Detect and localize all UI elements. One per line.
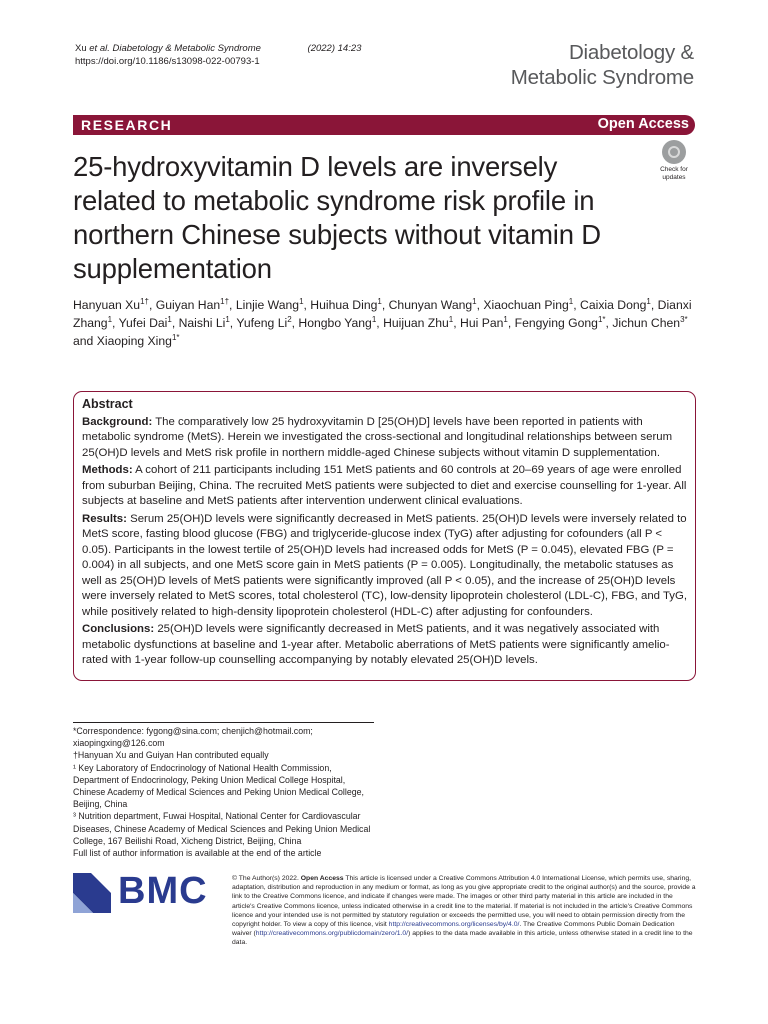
author: Hui Pan$^1$ <box>460 314 508 330</box>
abstract-background <box>82 415 688 462</box>
author: Yufei Dai$^1$ <box>118 314 172 330</box>
doi-link[interactable]: https://doi.org/10.1186/s13098-022-00793-1 <box>75 56 260 67</box>
abstract-heading: Abstract <box>82 397 133 411</box>
journal-name <box>511 40 694 90</box>
license-link-by[interactable]: http://creativecommons.org/licenses/by/4.0/ <box>388 921 520 929</box>
affiliation-note: ³ Nutrition department, Fuwai Hospital, National Center for Cardiovascular Diseases, Chinese Academy of Medical Sciences and Peking Union Medical College, 167 Beilishi Road, Xicheng District, Beijing, China <box>73 811 371 846</box>
author-list: Hanyuan $Xu^{1\dagger}$, Guiyan Han$^{1\dagger}$, Linjie Wang$^1$, Huihua Ding$^1$, Chunyan Wang$^1$, Xiaochuan Ping$^1$, Caixia Dong$^1$, Dianxi Zhang$^1$, Yufei Dai$^1$, Naishi Li$^1$, Yufeng Li$^2$, Hongbo Yang$^1$, Huijuan Zhu$^1$, Hui Pan$^1$, Fengying Gong$^{1*}$, Jichun Chen$^{3*}$ and Xiaoping Xing$^{1*}$ <box>73 296 692 348</box>
citation-year-volume: (2022) 14:23 <box>307 43 362 54</box>
citation-journal: Diabetology & Metabolic Syndrome <box>112 43 261 54</box>
license-link-zero[interactable]: http://creativecommons.org/publicdomain/zero/1.0/ <box>255 930 409 938</box>
footnote-divider <box>73 722 374 723</box>
methods-text: A cohort of 211 participants including 151 MetS patients and 60 controls at 20–69 years of age were enrolled from suburban Beijing, China. The recruited MetS patients were subjected to diet and exercise counselling for 1-year. All subjects at baseline and MetS patients after intervention underwent clinical evaluations. <box>82 464 687 507</box>
open-access-label: Open Access <box>597 116 689 132</box>
abstract-methods <box>82 463 688 510</box>
check-for-updates-line1: Check for <box>660 166 688 173</box>
article-title: 25-hydroxyvitamin D levels are inversely related to metabolic syndrome risk profile in northern Chinese subjects without vitamin D supplementation <box>73 151 601 284</box>
results-label: Results: <box>82 512 127 525</box>
author: Linjie Wang$^1$ <box>235 296 304 312</box>
license-open-access: Open Access <box>300 875 344 882</box>
check-for-updates-badge[interactable] <box>654 140 694 182</box>
footnotes <box>73 725 378 859</box>
affiliation-note: ¹ Key Laboratory of Endocrinology of National Health Commission, Department of Endocrinology, Peking Union Medical College Hospital, Chinese Academy of Medical Sciences and Peking Union Medical College, Beijing, China <box>73 762 364 810</box>
conclusions-label: Conclusions: <box>82 623 155 635</box>
background-label: Background: <box>82 415 153 428</box>
license-body: This article is licensed under a Creative Commons Attribution 4.0 International License, which permits use, sharing, adaptation, distribution and reproduction in any medium or format, as long as you give appropriate credit to the original author(s) and the source, provide a link to the Creative Commons licence, and indicate if changes were made. The images or other third party material in this article are included in the article's Creative Commons licence, unless indicated otherwise in a credit line to the material. If material is not included in the article's Creative Commons licence and your intended use is not permitted by statutory regulation or exceeds the permitted use, you will need to obtain permission directly from the copyright holder. To view a copy of this licence, visit <box>232 875 696 929</box>
author: Chunyan Wang$^1$ <box>388 296 477 312</box>
license-body-3: ) applies to the data made available in this article, unless otherwise stated in a credit line to the data. <box>232 930 693 947</box>
author: Naishi Li$^1$ <box>178 314 230 330</box>
journal-name-line1: Diabetology & <box>568 41 694 64</box>
bmc-logo <box>73 870 217 915</box>
conclusions-text: 25(OH)D levels were significantly decreased in MetS patients, and it was negatively associated with metabolic dysfunctions at baseline and 1-year after. Metabolic aberrations of MetS patients were significantly amelio-rated with 1-year follow-up counselling accompanying by notably elevated 25(OH)D levels. <box>82 623 670 666</box>
author: Huihua Ding$^1$ <box>310 296 382 312</box>
author: Hongbo Yang$^1$ <box>298 314 377 330</box>
author: Caixia Dong$^1$ <box>580 296 651 312</box>
license-body-2: . The Creative Commons Public Domain Dedication waiver ( <box>232 921 675 938</box>
author: Hanyuan $Xu^{1\dagger}$ <box>73 296 149 312</box>
author: Xiaoping Xing$^{1*}$ <box>96 332 180 348</box>
author: Huijuan Zhu$^1$ <box>383 314 454 330</box>
author: Fengying Gong$^{1*}$ <box>514 314 606 330</box>
citation-etal: et al. <box>89 43 110 54</box>
article-type-label: RESEARCH <box>81 117 173 133</box>
results-text: Serum 25(OH)D levels were significantly decreased in MetS patients. 25(OH)D levels were inversely related to MetS score, fasting blood glucose (FBG) and triglyceride-glucose index (TyG) after adjusting for cofounders (all P < 0.05). Participants in the lowest tertile of 25(OH)D levels had increased odds for MetS (P = 0.045), elevated FBG (P = 0.004) in all subjects, and one MetS score gain in MetS patients (P = 0.005). Longitudinally, the metabolic statuses as well as 25(OH)D levels of MetS patients were significantly improved (all P < 0.05), and the increase of 25(OH)D levels were inversely related to MetS scores, total cholesterol (TC), low-density lipoprotein cholesterol (LDL-C), FBG, and TyG, while positively related to high-density lipoprotein cholesterol (HDL-C) after adjusting for confounders. <box>82 512 687 618</box>
author: Xiaochuan Ping$^1$ <box>483 296 574 312</box>
abstract-results <box>82 512 688 621</box>
license-copyright: © The Author(s) 2022. <box>232 875 299 882</box>
license-text <box>232 874 696 948</box>
author: Dianxi Zhang$^1$ <box>73 298 692 330</box>
check-for-updates-line2: updates <box>662 173 686 181</box>
author-info-note: Full list of author information is available at the end of the article <box>73 848 322 859</box>
author: Guiyan Han$^{1\dagger}$ <box>155 296 230 312</box>
journal-name-line2: Metabolic Syndrome <box>510 66 694 89</box>
article-type-banner <box>73 115 695 135</box>
citation-authors: Xu <box>75 43 87 54</box>
author: Yufeng Li$^2$ <box>236 314 292 330</box>
correspondence-note: *Correspondence: fygong@sina.com; chenjich@hotmail.com; xiaopingxing@126.com <box>73 726 313 749</box>
citation-header <box>75 42 361 68</box>
bmc-logo-icon <box>73 873 111 913</box>
methods-label: Methods: <box>82 464 133 476</box>
abstract-box <box>73 391 696 681</box>
check-for-updates-icon <box>662 140 686 164</box>
background-text: The comparatively low 25 hydroxyvitamin D [25(OH)D] levels have been reported in patients with metabolic syndrome (MetS). Herein we investigated the cross-sectional and longitudinal relationships between serum 25(OH)D levels and MetS risk profile in northern middle-aged Chinese subjects without vitamin D supplementation. <box>82 415 673 459</box>
author: Jichun Chen$^{3*}$ <box>612 314 688 330</box>
bmc-logo-text: BMC <box>118 870 208 912</box>
abstract-conclusions <box>82 622 688 669</box>
equal-contribution-note: †Hanyuan Xu and Guiyan Han contributed equally <box>73 750 269 761</box>
